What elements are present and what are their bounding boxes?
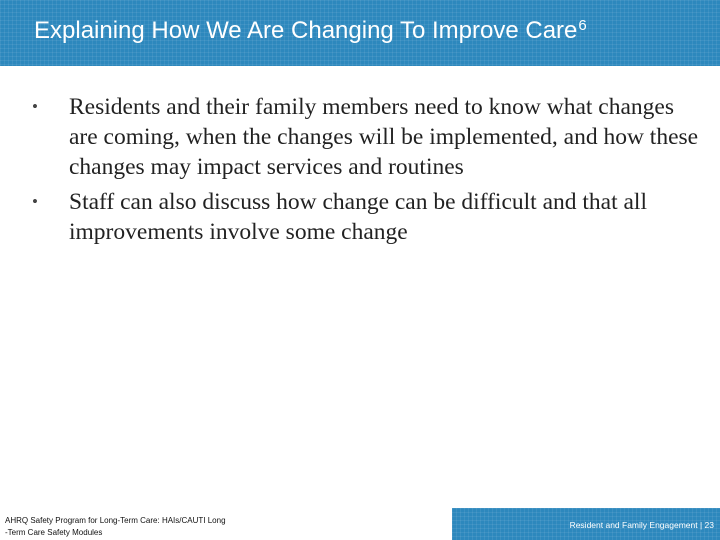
- slide-title-text: Explaining How We Are Changing To Improve Care: [34, 17, 578, 44]
- bullet-item: [30, 187, 700, 247]
- footer-source-line-2: -Term Care Safety Modules: [5, 528, 103, 537]
- title-bar: [0, 0, 720, 66]
- bullet-list: [30, 92, 700, 252]
- footer-module-label: Resident and Family Engagement | 23: [569, 520, 714, 530]
- title-footnote-marker: 6: [578, 17, 587, 34]
- bullet-dot-icon: •: [32, 97, 38, 116]
- bullet-text: Staff can also discuss how change can be difficult and that all improvements involve some change: [69, 189, 647, 245]
- footer-source: [5, 515, 275, 539]
- slide-title: [34, 14, 587, 48]
- bullet-dot-icon: •: [32, 192, 38, 211]
- bullet-item: [30, 92, 700, 182]
- footer-source-line-1: AHRQ Safety Program for Long-Term Care: HAIs/CAUTI Long: [5, 516, 226, 525]
- bullet-text: Residents and their family members need to know what changes are coming, when the changes will be implemented, and how these changes may impact services and routines: [69, 94, 699, 180]
- footer-module-banner: [452, 508, 720, 540]
